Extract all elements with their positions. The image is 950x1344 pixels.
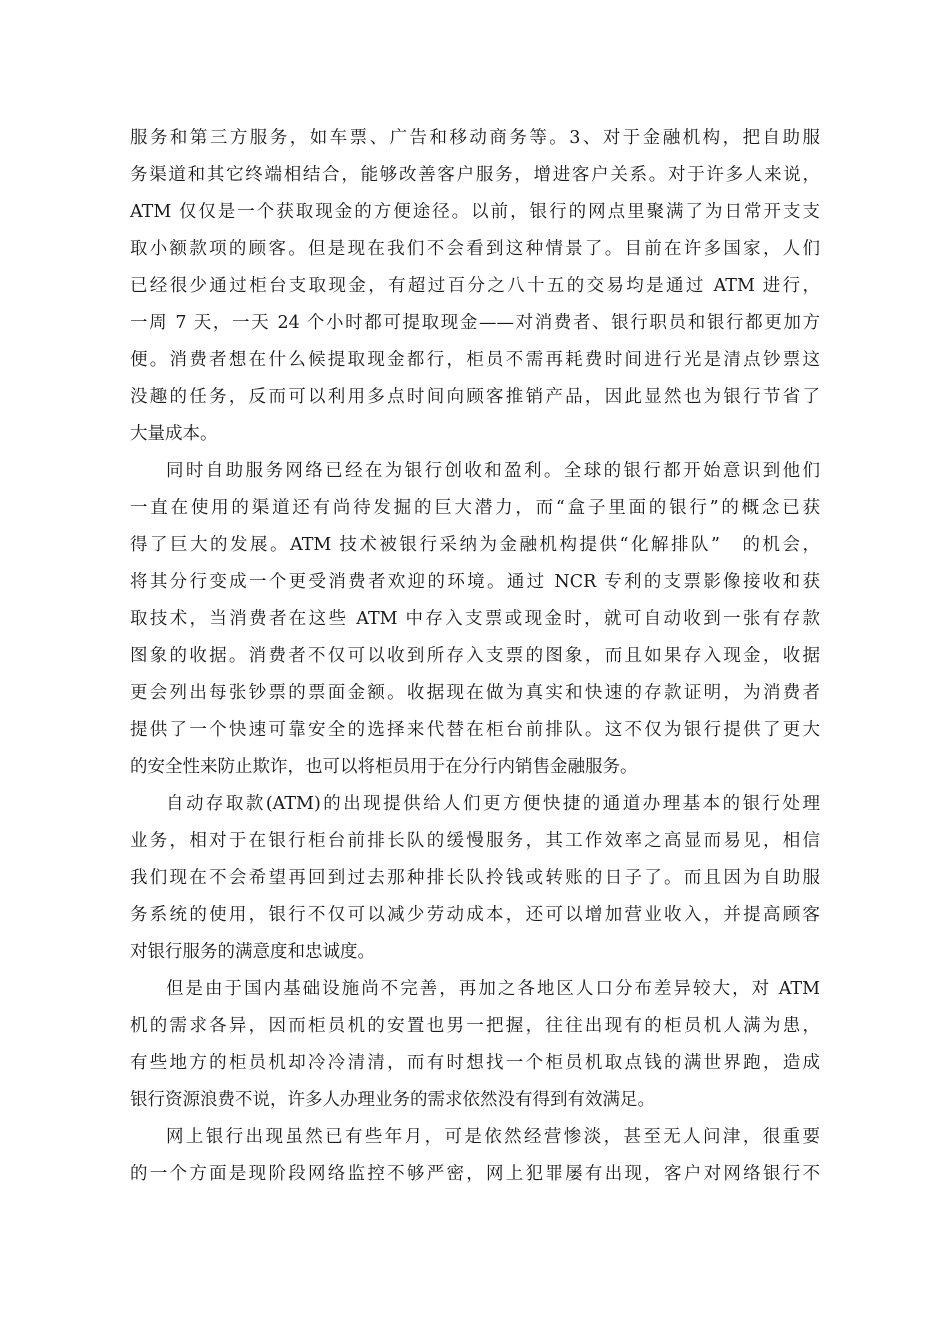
text-line: 我们现在不会希望再回到过去那种排长队拎钱或转账的日子了。而且因为自助服 <box>130 868 820 888</box>
text-line: 将其分行变成一个更受消费者欢迎的环境。通过 NCR 专利的支票影像接收和获 <box>130 572 820 592</box>
text-line: 得了巨大的发展。ATM 技术被银行采纳为金融机构提供“化解排队” 的机会， <box>130 535 820 555</box>
text-line: 对银行服务的满意度和忠诚度。 <box>130 942 375 962</box>
text-line: 的一个方面是现阶段网络监控不够严密，网上犯罪屡有出现，客户对网络银行不 <box>130 1164 820 1184</box>
paragraph <box>130 120 820 453</box>
body-text <box>130 120 820 1193</box>
text-line: 大量成本。 <box>130 424 218 444</box>
text-line: 业务，相对于在银行柜台前排长队的缓慢服务，其工作效率之高显而易见，相信 <box>130 831 820 851</box>
text-line: 但是由于国内基础设施尚不完善，再加之各地区人口分布差异较大，对 ATM <box>166 979 820 999</box>
text-line: 图象的收据。消费者不仅可以收到所存入支票的图象，而且如果存入现金，收据 <box>130 646 820 666</box>
text-line: 银行资源浪费不说，许多人办理业务的需求依然没有得到有效满足。 <box>130 1090 655 1110</box>
text-line: 的安全性来防止欺诈，也可以将柜员用于在分行内销售金融服务。 <box>130 757 638 777</box>
paragraph <box>130 786 820 971</box>
text-line: 务系统的使用，银行不仅可以减少劳动成本，还可以增加营业收入，并提高顾客 <box>130 905 820 925</box>
text-line: 取技术，当消费者在这些 ATM 中存入支票或现金时，就可自动收到一张有存款 <box>130 609 820 629</box>
text-line: ATM 仅仅是一个获取现金的方便途径。以前，银行的网点里聚满了为日常开支支 <box>130 202 820 222</box>
text-line: 没趣的任务，反而可以利用多点时间向顾客推销产品，因此显然也为银行节省了 <box>130 387 820 407</box>
text-line: 取小额款项的顾客。但是现在我们不会看到这种情景了。目前在许多国家，人们 <box>130 239 820 259</box>
text-line: 服务和第三方服务，如车票、广告和移动商务等。3、对于金融机构，把自助服 <box>130 128 820 148</box>
text-line: 有些地方的柜员机却冷冷清清，而有时想找一个柜员机取点钱的满世界跑，造成 <box>130 1053 820 1073</box>
paragraph <box>130 453 820 786</box>
text-line: 自动存取款(ATM)的出现提供给人们更方便快捷的通道办理基本的银行处理 <box>166 794 820 814</box>
text-line: 提供了一个快速可靠安全的选择来代替在柜台前排队。这不仅为银行提供了更大 <box>130 720 820 740</box>
text-line: 便。消费者想在什么候提取现金都行，柜员不需再耗费时间进行光是清点钞票这 <box>130 350 820 370</box>
text-line: 已经很少通过柜台支取现金，有超过百分之八十五的交易均是通过 ATM 进行， <box>130 276 820 296</box>
text-line: 务渠道和其它终端相结合，能够改善客户服务，增进客户关系。对于许多人来说， <box>130 165 820 185</box>
text-line: 同时自助服务网络已经在为银行创收和盈利。全球的银行都开始意识到他们 <box>166 461 820 481</box>
paragraph <box>130 1119 820 1193</box>
text-line: 一周 7 天，一天 24 个小时都可提取现金——对消费者、银行职员和银行都更加方 <box>130 313 820 333</box>
text-line: 更会列出每张钞票的票面金额。收据现在做为真实和快速的存款证明，为消费者 <box>130 683 820 703</box>
text-line: 机的需求各异，因而柜员机的安置也男一把握，往往出现有的柜员机人满为患， <box>130 1016 820 1036</box>
paragraph <box>130 971 820 1119</box>
text-line: 网上银行出现虽然已有些年月，可是依然经营惨淡，甚至无人问津，很重要 <box>166 1127 820 1147</box>
text-line: 一直在使用的渠道还有尚待发掘的巨大潜力，而“盒子里面的银行”的概念已获 <box>130 498 820 518</box>
